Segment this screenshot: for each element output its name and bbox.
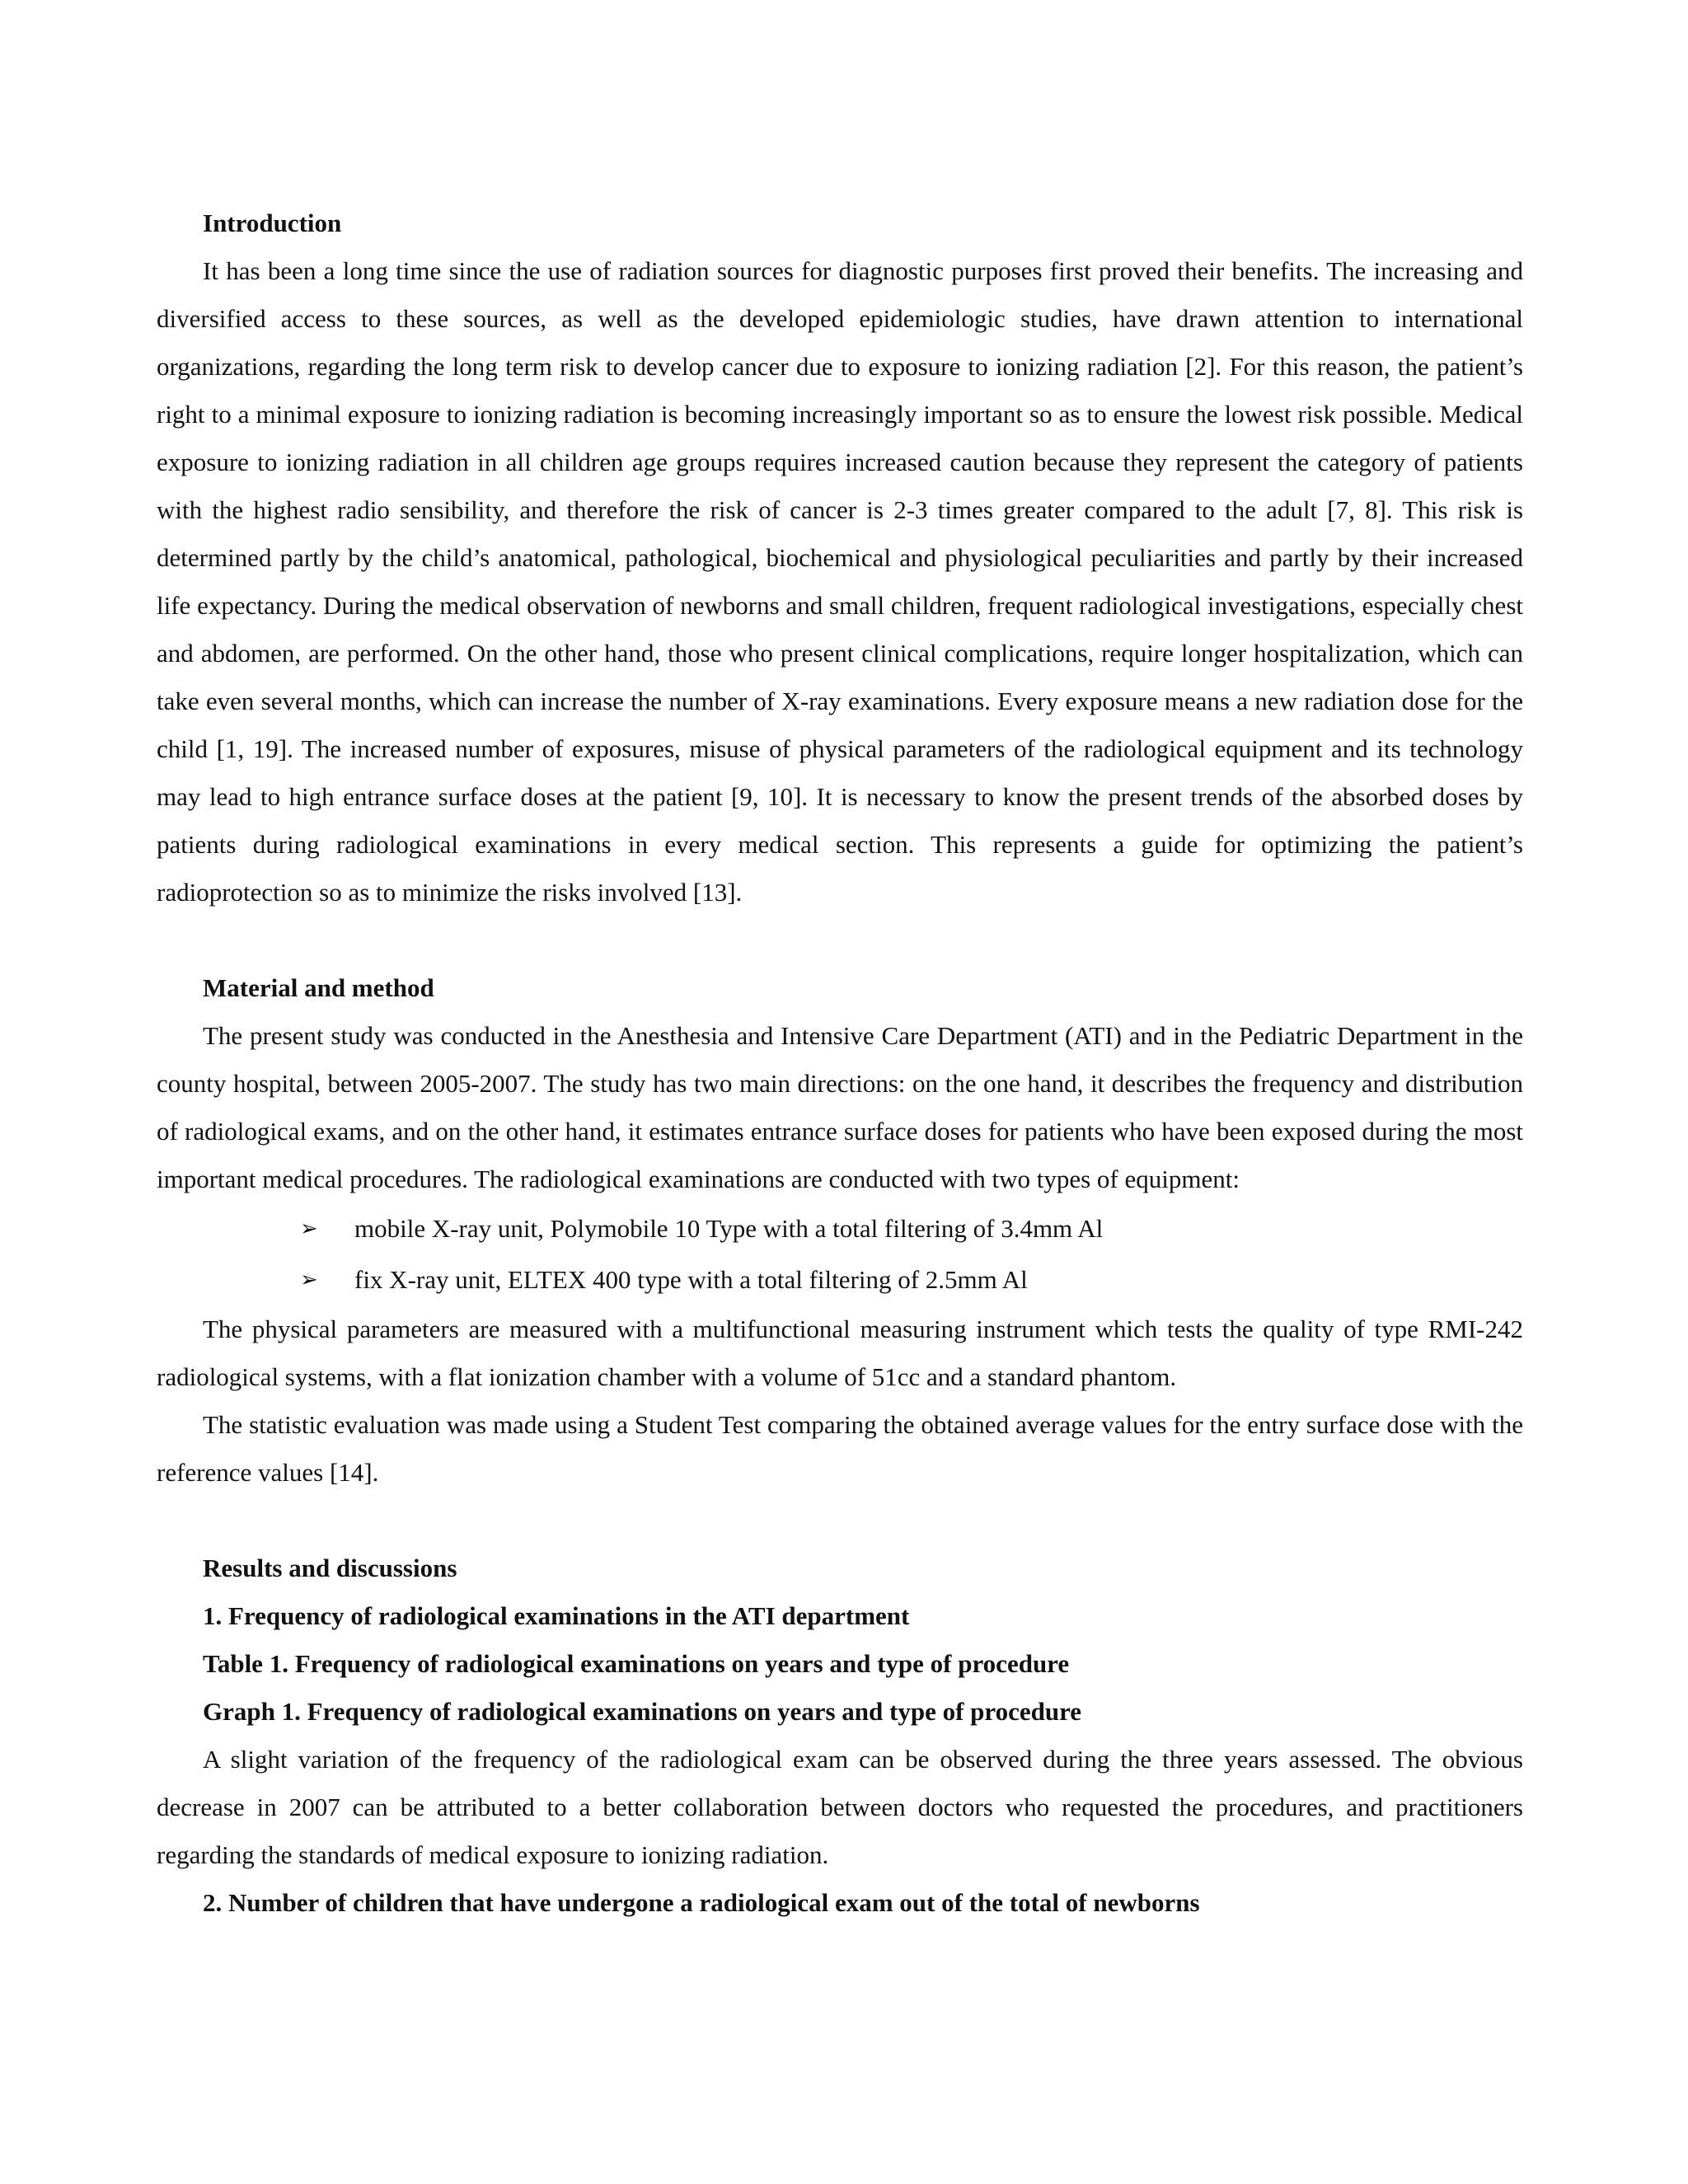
material-method-paragraph: The present study was conducted in the Anesthesia and Intensive Care Department (ATI) and in the Pediatric Department in the county hospital, between 2005-2007. The study has two main directions: on the one hand, it describes the frequency and distribution of radiological exams, and on the other hand, it estimates entrance surface doses for patients who have been exposed during the most important medical procedures. The radiological examinations are conducted with two types of equipment: (157, 1021, 1523, 1193)
list-item-text: fix X-ray unit, ELTEX 400 type with a total filtering of 2.5mm Al (354, 1265, 1028, 1294)
arrow-bullet-icon: ➢ (300, 1268, 318, 1291)
introduction-heading: Introduction (203, 209, 342, 237)
list-item (157, 1254, 1523, 1305)
list-item (157, 1203, 1523, 1254)
results-subheading-frequency: 1. Frequency of radiological examinations in the ATI department (203, 1601, 910, 1630)
section-spacer (157, 916, 1523, 964)
results-paragraph: A slight variation of the frequency of the radiological exam can be observed during the three years assessed. The obvious decrease in 2007 can be attributed to a better collaboration between doctors who requested the procedures, and practitioners regarding the standards of medical exposure to ionizing radiation. (157, 1745, 1523, 1869)
document-page (157, 199, 1523, 1927)
section-spacer (157, 1497, 1523, 1544)
results-heading: Results and discussions (203, 1554, 457, 1582)
physical-parameters-paragraph: The physical parameters are measured with a multifunctional measuring instrument which tests the quality of type RMI-242 radiological systems, with a flat ionization chamber with a volume of 51cc and a standard phantom. (157, 1315, 1523, 1391)
graph-caption: Graph 1. Frequency of radiological examinations on years and type of procedure (203, 1697, 1082, 1726)
list-item-text: mobile X-ray unit, Polymobile 10 Type with a total filtering of 3.4mm Al (354, 1214, 1104, 1243)
table-caption: Table 1. Frequency of radiological examinations on years and type of procedure (203, 1649, 1070, 1678)
arrow-bullet-icon: ➢ (300, 1216, 318, 1240)
statistic-evaluation-paragraph: The statistic evaluation was made using a Student Test comparing the obtained average values for the entry surface dose with the reference values [14]. (157, 1410, 1523, 1487)
results-subheading-newborns: 2. Number of children that have undergone a radiological exam out of the total of newborns (203, 1888, 1200, 1917)
introduction-paragraph: It has been a long time since the use of radiation sources for diagnostic purposes first proved their benefits. The increasing and diversified access to these sources, as well as the developed epidemiologic studies, have drawn attention to international organizations, regarding the long term risk to develop cancer due to exposure to ionizing radiation [2]. For this reason, the patient’s right to a minimal exposure to ionizing radiation is becoming increasingly important so as to ensure the lowest risk possible. Medical exposure to ionizing radiation in all children age groups requires increased caution because they represent the category of patients with the highest radio sensibility, and therefore the risk of cancer is 2-3 times greater compared to the adult [7, 8]. This risk is determined partly by the child’s anatomical, pathological, biochemical and physiological peculiarities and partly by their increased life expectancy. During the medical observation of newborns and small children, frequent radiological investigations, especially chest and abdomen, are performed. On the other hand, those who present clinical complications, require longer hospitalization, which can take even several months, which can increase the number of X-ray examinations. Every exposure means a new radiation dose for the child [1, 19]. The increased number of exposures, misuse of physical parameters of the radiological equipment and its technology may lead to high entrance surface doses at the patient [9, 10]. It is necessary to know the present trends of the absorbed doses by patients during radiological examinations in every medical section. This represents a guide for optimizing the patient’s radioprotection so as to minimize the risks involved [13]. (157, 256, 1523, 907)
equipment-list (157, 1203, 1523, 1305)
material-method-heading: Material and method (203, 973, 434, 1002)
